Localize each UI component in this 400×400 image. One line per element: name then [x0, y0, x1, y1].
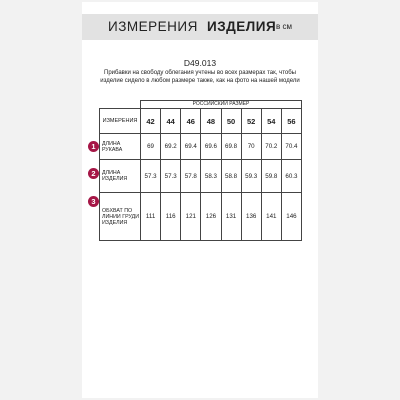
size-system-caption: РОССИЙСКИЙ РАЗМЕР [141, 101, 302, 109]
table-cell: 70.2 [261, 134, 281, 160]
article-code: D49.013 [183, 58, 217, 68]
table-cell: 116 [161, 193, 181, 241]
table-header-row [100, 109, 302, 134]
table-cell: 131 [221, 193, 241, 241]
row-label: ДЛИНА РУКАВА [100, 134, 141, 160]
table-cell: 69.4 [181, 134, 201, 160]
table-cell: 69.6 [201, 134, 221, 160]
table-cell: 121 [181, 193, 201, 241]
size-header: 44 [161, 109, 181, 134]
measurement-marker-3: 3 [88, 196, 99, 207]
fit-note: Прибавки на свободу облегания учтены во всех размерах так, чтобы изделие сидело в любом размере также, как на фото на нашей модели [100, 70, 300, 84]
table-cell: 141 [261, 193, 281, 241]
measurement-marker-2: 2 [88, 168, 99, 179]
size-header: 54 [261, 109, 281, 134]
table-cell: 59.8 [261, 160, 281, 193]
size-header: 42 [141, 109, 161, 134]
size-header: 56 [281, 109, 301, 134]
table-cell: 57.3 [141, 160, 161, 193]
title-word-garment: ИЗДЕЛИЯ [207, 19, 277, 34]
table-cell: 57.3 [161, 160, 181, 193]
table-cell: 136 [241, 193, 261, 241]
measurement-marker-1: 1 [88, 141, 99, 152]
table-cell: 111 [141, 193, 161, 241]
table-cell: 58.3 [201, 160, 221, 193]
table-row-chest-girth [100, 193, 302, 241]
table-cell: 126 [201, 193, 221, 241]
measurements-header: ИЗМЕРЕНИЯ [100, 109, 141, 134]
table-cell: 69.2 [161, 134, 181, 160]
size-table [99, 100, 302, 241]
table-row-sleeve-length [100, 134, 302, 160]
table-cell: 58.8 [221, 160, 241, 193]
table-cell: 69.8 [221, 134, 241, 160]
size-header: 52 [241, 109, 261, 134]
size-header: 46 [181, 109, 201, 134]
table-row-garment-length [100, 160, 302, 193]
title-word-measurements: ИЗМЕРЕНИЯ [108, 19, 198, 34]
row-label: ОБХВАТ ПО ЛИНИИ ГРУДИ ИЗДЕЛИЯ [100, 193, 141, 241]
table-cell: 59.3 [241, 160, 261, 193]
row-label: ДЛИНА ИЗДЕЛИЯ [100, 160, 141, 193]
size-chart-sheet [82, 2, 318, 398]
table-cell: 70.4 [281, 134, 301, 160]
size-header: 50 [221, 109, 241, 134]
table-cell: 146 [281, 193, 301, 241]
table-cell: 69 [141, 134, 161, 160]
title-bar [82, 14, 318, 40]
size-header: 48 [201, 109, 221, 134]
title-unit: в см [276, 22, 292, 31]
table-corner [100, 101, 141, 109]
table-cell: 70 [241, 134, 261, 160]
table-cell: 57.8 [181, 160, 201, 193]
table-caption-row [100, 101, 302, 109]
table-cell: 60.3 [281, 160, 301, 193]
